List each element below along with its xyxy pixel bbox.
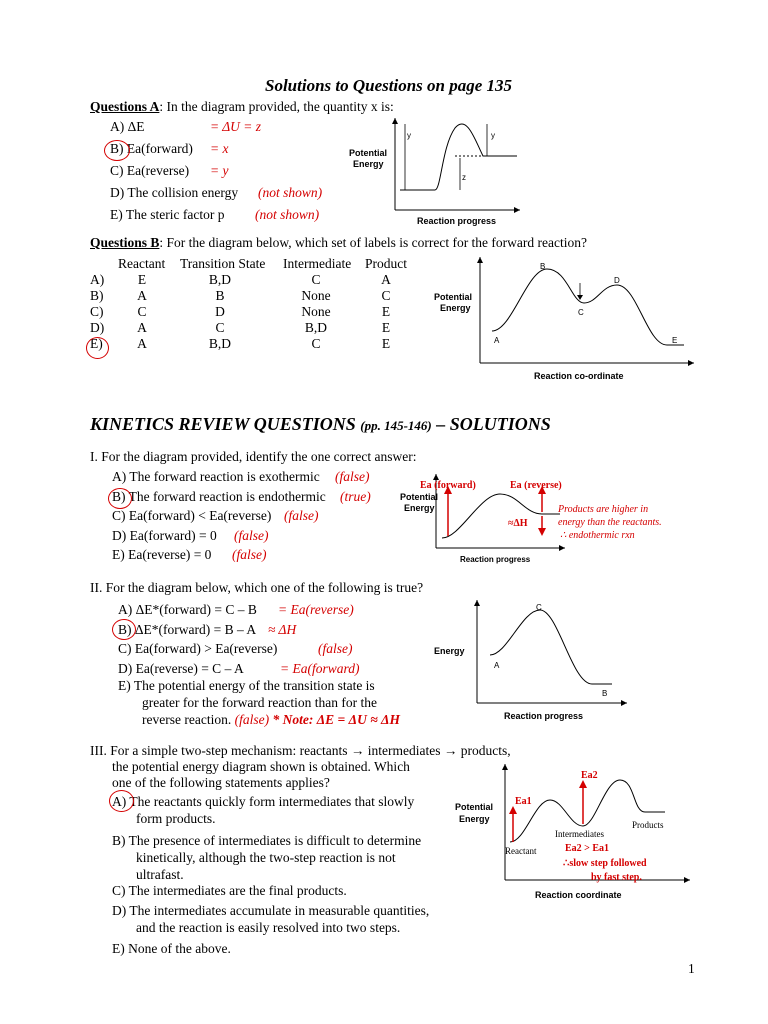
- xlabel: Reaction progress: [417, 216, 497, 226]
- answer-circle: [112, 619, 136, 640]
- qa-option-answer: = ΔU = z: [210, 119, 262, 134]
- note-line-2: by fast step.: [591, 872, 642, 883]
- label-a: A: [494, 336, 500, 345]
- label-intermediates: Intermediates: [555, 829, 604, 839]
- q2-option-e-text: reverse reaction.: [142, 712, 232, 727]
- qb-text: : For the diagram below, which set of labels is correct for the forward reaction?: [159, 235, 587, 250]
- qa-option-answer: = x: [210, 141, 229, 156]
- qb-prompt: [90, 235, 587, 251]
- table-cell: A: [137, 288, 147, 303]
- section-heading: [90, 414, 551, 435]
- table-header: Reactant: [118, 256, 166, 271]
- q2-option: A) ΔE*(forward) = C – B: [118, 602, 257, 617]
- table-cell: C: [137, 304, 147, 319]
- q2-option-answer: = Ea(reverse): [278, 602, 354, 617]
- q2-option-answer: = Ea(forward): [280, 660, 360, 676]
- diagram-2: [432, 598, 632, 726]
- q2-prompt: II. For the diagram below, which one of the following is true?: [90, 580, 424, 595]
- qa-option: B) Ea(forward): [110, 141, 193, 156]
- q1-option: A) The forward reaction is exothermic: [112, 469, 320, 484]
- xlabel: Reaction coordinate: [535, 890, 622, 900]
- qa-prompt: [90, 99, 394, 115]
- table-cell: C: [311, 336, 321, 351]
- label-a: A: [494, 661, 500, 670]
- label-d: D: [614, 276, 620, 285]
- note-line-3: ∴ endothermic rxn: [560, 530, 635, 541]
- note-line-1: Products are higher in: [558, 504, 649, 515]
- answer-circle: [86, 337, 109, 359]
- table-cell: E: [381, 336, 391, 351]
- table-row-letter: A): [90, 272, 105, 287]
- qa-heading: Questions A: [90, 99, 160, 114]
- qa-option: D) The collision energy: [110, 185, 239, 200]
- table-cell: A: [137, 320, 147, 335]
- label-ea2: Ea2: [581, 770, 598, 781]
- q3-prompt-line2: the potential energy diagram shown is obtained. Which: [112, 759, 410, 774]
- table-cell: E: [381, 304, 391, 319]
- ylabel: Potential: [400, 492, 439, 502]
- label-c: C: [578, 308, 584, 317]
- answer-circle: [109, 790, 134, 812]
- table-cell: A: [381, 272, 391, 287]
- label-y2: y: [491, 131, 495, 140]
- page-number: 1: [688, 961, 695, 976]
- section-pages: (pp. 145-146): [360, 418, 432, 433]
- table-cell: C: [311, 272, 321, 287]
- table-header: Product: [365, 256, 407, 271]
- table-row-letter: C): [90, 304, 104, 319]
- table-cell: B,D: [208, 272, 232, 287]
- qa-option: C) Ea(reverse): [110, 163, 190, 178]
- q3-option: E) None of the above.: [112, 941, 231, 956]
- label-ea1: Ea1: [515, 796, 532, 807]
- qa-option: E) The steric factor p: [110, 207, 225, 222]
- diagram-3: [455, 760, 705, 905]
- q2-option-e-line3: [142, 712, 400, 728]
- answer-circle: [104, 140, 130, 161]
- q1-prompt: I. For the diagram provided, identify the one correct answer:: [90, 449, 417, 464]
- note-line-1: ∴slow step followed: [563, 858, 647, 869]
- q2-option-answer: ≈ ΔH: [268, 621, 297, 637]
- label-y: y: [407, 131, 411, 140]
- table-header: Intermediate: [283, 256, 352, 271]
- ylabel: Potential: [349, 148, 388, 158]
- q1-option: B) The forward reaction is endothermic: [112, 488, 326, 504]
- q1-option-answer: (true): [340, 488, 371, 504]
- qa-option-answer: (not shown): [258, 185, 323, 200]
- q2-option-e-line2: greater for the forward reaction than for the: [142, 695, 378, 710]
- table-cell: B: [215, 288, 225, 303]
- q2-option: D) Ea(reverse) = C – A: [118, 660, 244, 676]
- label-ea-reverse: Ea (reverse): [510, 480, 562, 491]
- table-cell: B,D: [304, 320, 328, 335]
- q1-option-answer: (false): [234, 527, 269, 543]
- q2-option: C) Ea(forward) > Ea(reverse): [118, 641, 278, 656]
- q2-option: B) ΔE*(forward) = B – A: [118, 621, 257, 637]
- label-z: z: [462, 173, 466, 182]
- label-compare: Ea2 > Ea1: [565, 843, 610, 854]
- q1-option: D) Ea(forward) = 0: [112, 527, 217, 543]
- table-cell: C: [215, 320, 225, 335]
- xlabel: Reaction co-ordinate: [534, 371, 624, 381]
- q3-option: form products.: [136, 811, 216, 826]
- q1-option-answer: (false): [232, 547, 267, 562]
- table-cell: B,D: [208, 336, 232, 351]
- ylabel2: Energy: [459, 814, 490, 824]
- page-title: Solutions to Questions on page 135: [265, 76, 513, 95]
- diagram-1: [400, 470, 690, 565]
- table-row-letter: B): [90, 288, 104, 303]
- diagram-b: [432, 255, 702, 385]
- qa-option: A) ΔE: [110, 119, 145, 134]
- xlabel: Reaction progress: [504, 711, 584, 721]
- q3-option: B) The presence of intermediates is difficult to determine: [112, 833, 422, 848]
- q1-option-answer: (false): [284, 508, 319, 523]
- q1-option: C) Ea(forward) < Ea(reverse): [112, 508, 272, 523]
- q1-option: E) Ea(reverse) = 0: [112, 547, 212, 562]
- table-cell: None: [301, 288, 331, 303]
- label-e: E: [672, 336, 678, 345]
- table-cell: D: [215, 304, 225, 319]
- section-title: KINETICS REVIEW QUESTIONS: [90, 414, 356, 434]
- q2-note: * Note: ΔE = ΔU ≈ ΔH: [272, 712, 400, 727]
- qa-option-answer: (not shown): [255, 207, 320, 222]
- note-line-2: energy than the reactants.: [558, 517, 662, 528]
- ylabel2: Energy: [353, 159, 384, 169]
- label-b: B: [602, 689, 608, 698]
- table-header: Transition State: [180, 256, 266, 271]
- q2-option-e: E) The potential energy of the transition state is: [118, 678, 375, 693]
- diagram-a: [345, 118, 535, 228]
- table-cell: C: [381, 288, 391, 303]
- ylabel2: Energy: [404, 503, 435, 513]
- table-cell: A: [137, 336, 147, 351]
- xlabel: Reaction progress: [460, 555, 531, 564]
- q3-option: D) The intermediates accumulate in measurable quantities,: [112, 903, 430, 918]
- table-row-letter: D): [90, 320, 105, 335]
- label-reactant: Reactant: [505, 846, 537, 856]
- qb-heading: Questions B: [90, 235, 160, 250]
- ylabel2: Energy: [440, 303, 471, 313]
- q3-option: and the reaction is easily resolved into two steps.: [136, 920, 401, 935]
- q3-option: A) The reactants quickly form intermediates that slowly: [112, 794, 415, 809]
- label-b: B: [540, 262, 546, 271]
- answer-circle: [108, 488, 132, 509]
- ylabel: Potential: [434, 292, 473, 302]
- ylabel: Potential: [455, 802, 494, 812]
- qa-option-answer: = y: [210, 163, 229, 178]
- q3-prompt-line1: III. For a simple two-step mechanism: reactants → intermediates → products,: [90, 743, 511, 758]
- qa-text: : In the diagram provided, the quantity x is:: [159, 99, 394, 114]
- q3-option: C) The intermediates are the final products.: [112, 883, 347, 898]
- q2-option-answer: (false): [318, 641, 353, 656]
- label-products: Products: [632, 820, 664, 830]
- label-ea-forward: Ea (forward): [420, 480, 476, 491]
- table-cell: E: [137, 272, 147, 287]
- q3-prompt-line3: one of the following statements applies?: [112, 775, 330, 790]
- ylabel: Energy: [434, 646, 465, 656]
- section-title-end: – SOLUTIONS: [436, 414, 551, 434]
- q3-option: kinetically, although the two-step reaction is not: [136, 850, 396, 865]
- label-c: C: [536, 603, 542, 612]
- q1-option-answer: (false): [335, 469, 370, 484]
- table-cell: E: [381, 320, 391, 335]
- label-dh: ≈ΔH: [508, 518, 528, 529]
- table-row-letter: E): [90, 336, 103, 351]
- q3-option: ultrafast.: [136, 867, 184, 882]
- q2-option-e-answer: (false): [234, 712, 270, 727]
- table-cell: None: [301, 304, 331, 319]
